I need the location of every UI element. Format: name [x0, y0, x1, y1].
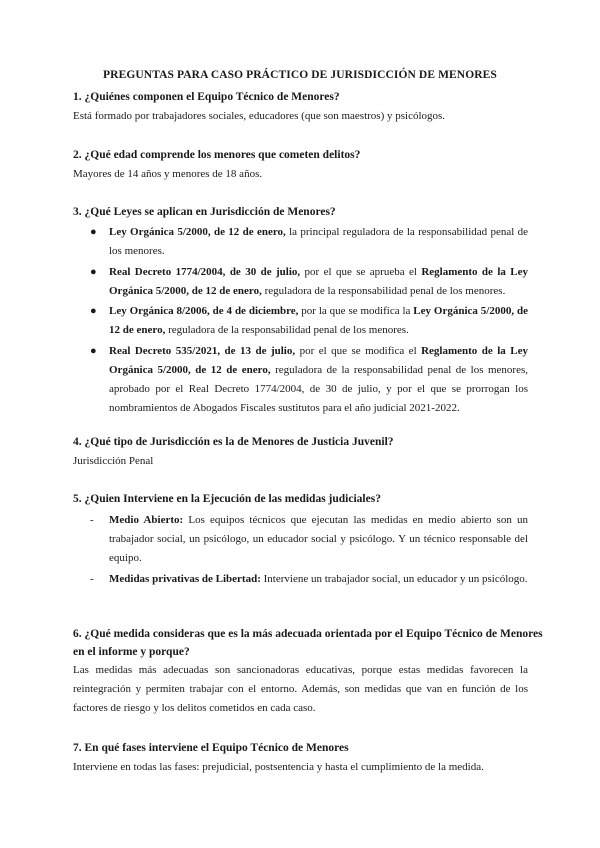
measure-title: Medio Abierto:	[109, 514, 184, 526]
law-description: por el que se aprueba el	[300, 265, 422, 278]
bullet-icon: ●	[90, 344, 97, 357]
law-description: por el que se modifica el	[295, 344, 422, 357]
question-6-continued: en el informe y porque?	[73, 646, 190, 658]
answer-2: Mayores de 14 años y menores de 18 años.	[73, 168, 263, 180]
list-item	[73, 223, 528, 261]
law-title: Real Decreto 535/2021, de 13 de julio,	[109, 344, 296, 357]
law-title: Ley Orgánica 8/2006, de 4 de diciembre,	[109, 305, 299, 317]
law-description: por la que se modifica la	[298, 305, 414, 317]
law-title: Real Decreto 1774/2004, de 30 de julio,	[109, 265, 301, 278]
question-6: 6. ¿Qué medida consideras que es la más adecuada orientada por el Equipo Técnico de Menores	[73, 628, 543, 640]
bullet-icon: ●	[90, 226, 97, 238]
answer-1: Está formado por trabajadores sociales, educadores (que son maestros) y psicólogos.	[73, 110, 446, 122]
measure-title: Medidas privativas de Libertad:	[109, 572, 261, 585]
law-description: reguladora de la responsabilidad penal de los menores, aprobado por el Real Decreto 1774/2004, de 30 de julio, y por el que se prorrogan los nombramientos de Abogados Fiscales sustitutos para el año judicial 2021-2022.	[109, 363, 528, 414]
question-3: 3. ¿Qué Leyes se aplican en Jurisdicción de Menores?	[73, 206, 336, 218]
bullet-icon: ●	[90, 305, 97, 317]
question-2: 2. ¿Qué edad comprende los menores que cometen delitos?	[73, 149, 361, 161]
list-item	[73, 342, 528, 418]
law-description: reguladora de la responsabilidad penal de los menores.	[261, 284, 506, 297]
question-1: 1. ¿Quiénes componen el Equipo Técnico de Menores?	[73, 91, 340, 103]
answer-6: Las medidas más adecuadas son sancionadoras educativas, porque estas medidas favorecen la reintegración y permiten trabajar con el entorno. Además, son medidas que van en función de los factores de riesgo y los delitos cometidos en cada caso.	[73, 664, 528, 714]
measure-description: Interviene un trabajador social, un educador y un psicólogo.	[260, 572, 528, 585]
law-title: Ley Orgánica 5/2000, de 12 de enero,	[109, 226, 286, 238]
measure-description: Los equipos técnicos que ejecutan las medidas en medio abierto son un trabajador social, un psicólogo, un educador social y psicólogo. Y un técnico responsable del equipo.	[109, 514, 528, 564]
law-description: la principal reguladora de la responsabilidad penal de los menores.	[109, 226, 528, 257]
answer-4: Jurisdicción Penal	[73, 455, 154, 467]
bullet-icon: ●	[90, 265, 97, 278]
document-title: PREGUNTAS PARA CASO PRÁCTICO DE JURISDICCIÓN DE MENORES	[103, 69, 497, 81]
question-5: 5. ¿Quien Interviene en la Ejecución de las medidas judiciales?	[73, 493, 381, 505]
answer-7: Interviene en todas las fases: prejudicial, postsentencia y hasta el cumplimiento de la medida.	[73, 761, 484, 773]
interveners-list	[73, 511, 528, 590]
list-item	[73, 263, 528, 301]
law-description: reguladora de la responsabilidad penal de los menores.	[165, 324, 409, 336]
laws-list	[73, 223, 528, 419]
question-7: 7. En qué fases interviene el Equipo Técnico de Menores	[73, 742, 349, 754]
dash-icon: -	[90, 572, 94, 585]
law-reference: Ley Orgánica 5/2000, de 12 de enero,	[109, 305, 528, 336]
dash-icon: -	[90, 514, 94, 526]
law-reference: Reglamento de la Ley Orgánica 5/2000, de 12 de enero,	[109, 344, 528, 376]
question-4: 4. ¿Qué tipo de Jurisdicción es la de Menores de Justicia Juvenil?	[73, 436, 394, 448]
list-item	[73, 302, 528, 340]
list-item	[73, 511, 528, 568]
law-reference: Reglamento de la Ley Orgánica 5/2000, de 12 de enero,	[109, 265, 528, 297]
list-item	[73, 570, 528, 589]
